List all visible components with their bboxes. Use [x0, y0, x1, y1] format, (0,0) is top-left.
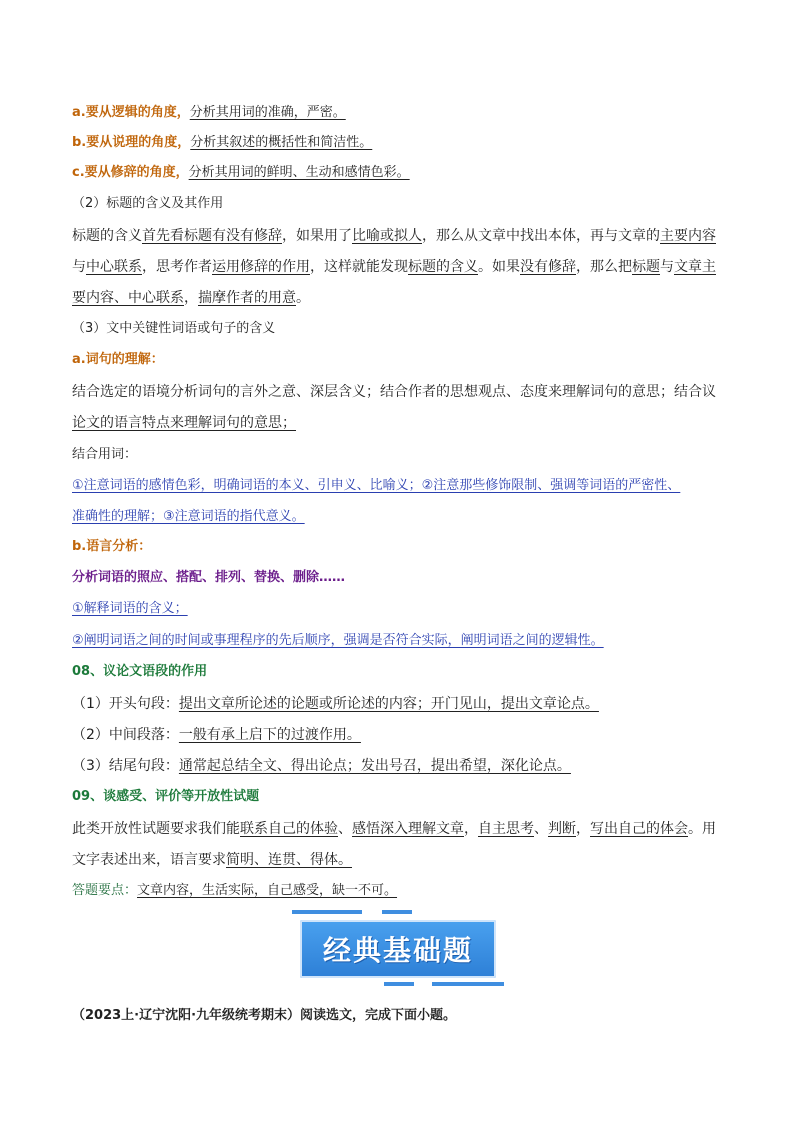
section-heading: 09、谈感受、评价等开放性试题 — [72, 789, 260, 804]
text-run: 。用 — [688, 821, 716, 837]
answer-text: 文章内容，生活实际，自己感受，缺一不可。 — [137, 883, 398, 898]
list-item — [72, 757, 571, 775]
banner-title: 经典基础题 — [322, 934, 473, 967]
text-run: 标题的含义 — [72, 228, 142, 244]
paragraph-line — [72, 820, 716, 838]
text-run: ，如果用了 — [282, 228, 352, 244]
point-label: c.要从修辞的角度， — [72, 165, 189, 180]
underlined-text: 要内容、中心联系 — [72, 290, 184, 306]
text-run: 与 — [660, 259, 674, 275]
text-run: ，那么把 — [576, 259, 632, 275]
section-heading: 08、议论文语段的作用 — [72, 664, 208, 679]
underlined-text: 比喻或拟人 — [352, 228, 422, 244]
underlined-text: 感悟深入理解文章 — [352, 821, 464, 837]
paragraph-line — [72, 227, 716, 245]
underlined-text: 中心联系 — [86, 259, 142, 275]
point-label: b.要从说理的角度， — [72, 135, 191, 150]
text-run: 。 — [296, 290, 310, 306]
list-item — [72, 726, 361, 744]
question-source: （2023上·辽宁沈阳·九年级统考期末）阅读选文，完成下面小题。 — [72, 1008, 457, 1023]
item-label: （2）中间段落： — [72, 727, 179, 743]
sub-heading: a.词句的理解： — [72, 352, 164, 367]
answer-points — [72, 882, 397, 900]
underlined-text: 首先看标题有没有修辞 — [142, 228, 282, 244]
text-run: ，这样就能发现 — [310, 259, 408, 275]
text-run: ， — [464, 821, 478, 837]
section-banner — [292, 910, 504, 986]
banner-frame-top — [292, 910, 504, 914]
banner-box — [300, 920, 496, 978]
text-run: ， — [576, 821, 590, 837]
underlined-text: 没有修辞 — [520, 259, 576, 275]
answer-label: 答题要点： — [72, 883, 138, 898]
item-text: 提出文章所论述的论题或所论述的内容；开门见山，提出文章论点。 — [178, 696, 599, 712]
paragraph-line: 论文的语言特点来理解词句的意思； — [72, 415, 296, 431]
text-run: 文字表述出来，语言要求 — [72, 852, 226, 868]
sub-heading: b.语言分析： — [72, 539, 152, 554]
point-b-reason — [72, 134, 372, 152]
paragraph-line: 结合选定的语境分析词句的言外之意、深层含义；结合作者的思想观点、态度来理解词句的意思；结合议 — [72, 384, 716, 400]
text-run: ，思考作者 — [142, 259, 212, 275]
paragraph-line — [72, 851, 352, 869]
underlined-text: 判断 — [548, 821, 576, 837]
paragraph-line — [72, 258, 716, 276]
underlined-text: 文章主 — [674, 259, 716, 275]
paragraph-line: 准确性的理解；③注意词语的指代意义。 — [72, 509, 305, 524]
item-label: （1）开头句段： — [72, 696, 179, 712]
underlined-text: 运用修辞的作用 — [212, 259, 310, 275]
text-run: ， — [184, 290, 198, 306]
underlined-text: 揣摩作者的用意 — [198, 290, 296, 306]
underlined-text: 自主思考 — [478, 821, 534, 837]
paragraph-line: ①注意词语的感情色彩，明确词语的本义、引申义、比喻义；②注意那些修饰限制、强调等词语的严密性、 — [72, 478, 681, 493]
text-run: 与 — [72, 259, 86, 275]
section-heading: （3）文中关键性词语或句子的含义 — [72, 321, 276, 336]
text-run: 、 — [338, 821, 352, 837]
point-label: a.要从逻辑的角度， — [72, 105, 190, 120]
list-item — [72, 695, 599, 713]
item-text: 一般有承上启下的过渡作用。 — [178, 727, 361, 743]
underlined-text: 简明、连贯、得体。 — [226, 852, 352, 868]
point-a-logic — [72, 104, 346, 122]
text-run: 、 — [534, 821, 548, 837]
point-text: 分析其叙述的概括性和简洁性。 — [190, 135, 373, 150]
paragraph-line: ②阐明词语之间的时间或事理程序的先后顺序，强调是否符合实际，阐明词语之间的逻辑性。 — [72, 633, 604, 648]
paragraph-line: ①解释词语的含义； — [72, 601, 188, 616]
underlined-text: 联系自己的体验 — [240, 821, 338, 837]
text-run: ，那么从文章中找出本体，再与文章的 — [422, 228, 660, 244]
point-text: 分析其用词的鲜明、生动和感情色彩。 — [188, 165, 410, 180]
item-label: （3）结尾句段： — [72, 758, 179, 774]
underlined-text: 主要内容 — [660, 228, 716, 244]
underlined-text: 标题的含义 — [408, 259, 478, 275]
point-c-rhetoric — [72, 164, 410, 182]
banner-frame-bottom — [292, 982, 504, 986]
underlined-text: 写出自己的体会 — [590, 821, 688, 837]
combine-label: 结合用词： — [72, 447, 138, 462]
paragraph-line — [72, 289, 310, 307]
point-text: 分析其用词的准确，严密。 — [189, 105, 346, 120]
text-run: 。如果 — [478, 259, 520, 275]
underlined-text: 标题 — [632, 259, 660, 275]
text-run: 此类开放性试题要求我们能 — [72, 821, 240, 837]
paragraph-line: 分析词语的照应、搭配、排列、替换、删除…… — [72, 570, 346, 585]
item-text: 通常起总结全文、得出论点；发出号召，提出希望，深化论点。 — [178, 758, 571, 774]
section-heading: （2）标题的含义及其作用 — [72, 196, 224, 211]
